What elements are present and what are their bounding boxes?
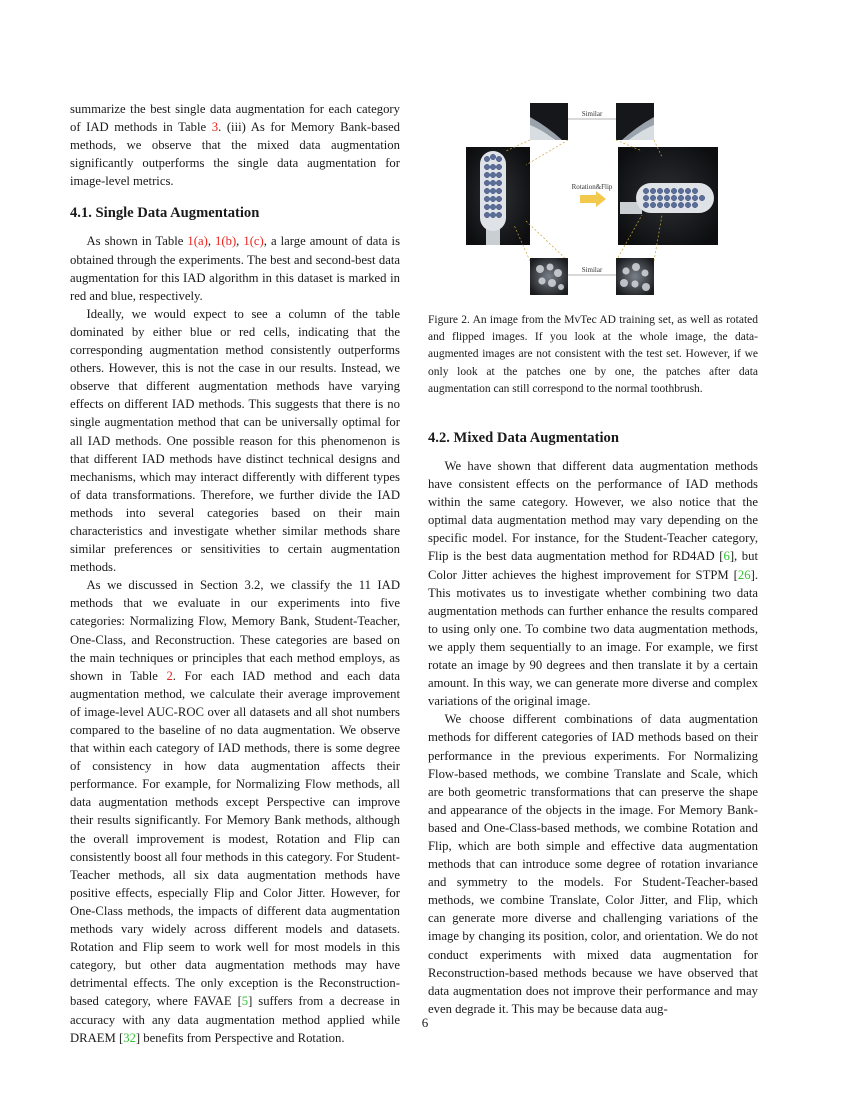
- paragraph: [428, 457, 758, 710]
- text-run: summarize the best single data augmentation for each category of IAD methods in Table: [70, 102, 400, 135]
- citation-link[interactable]: 32: [123, 1030, 136, 1045]
- augmented-toothbrush-image: [618, 147, 718, 245]
- bottom-right-patch: [616, 258, 654, 295]
- paragraph: [70, 576, 400, 1046]
- text-run: As shown in Table: [86, 234, 188, 249]
- top-right-patch: [616, 103, 654, 140]
- paragraph: [70, 232, 400, 304]
- figure-caption: Figure 2. An image from the MvTec AD training set, as well as rotated and flipped images. If you look at the whole image, the data-augmented images are not consistent with the test set. However, if we only look at the patches one by one, the patches after data augmentation can still correspond to the normal toothbrush.: [428, 314, 758, 395]
- original-toothbrush-image: [466, 147, 530, 245]
- text-run: , a large amount of data is obtained through the experiments. The best and second-best data augmentation for this IAD algorithm in this dataset is marked in red and blue, respectively.: [70, 234, 401, 303]
- text-run: ,: [207, 234, 216, 249]
- text-run: . For each IAD method and each data augmentation method, we calculate their average improvement of image-level AUC-ROC over all datasets and all shot numbers compared to the baseline of no data augmentation. We observe that within each category of IAD methods, there is some degree of consistency in how data augmentation affects their performance. For example, for Normalizing Flow methods, all data augmentation methods except Perspective can improve their results significantly. For Memory Bank methods, although the overall improvement is modest, Rotation and Flip can consistently boost all four methods in this category. For Student-Teacher methods, all six data augmentation methods have positive effects, especially Flip and Color Jitter. However, for One-Class methods, the impacts of different data augmentation methods vary widely across different models and datasets. Rotation and Flip seem to work well for most models in this category, but other data augmentation methods may have detrimental effects. The only exception is the Reconstruction-based category, where FAVAE [: [70, 668, 400, 1009]
- table-ref-link[interactable]: 2: [166, 668, 173, 683]
- text-run: . (iii) As for Memory Bank-based methods, we observe that the mixed data augmentation significantly outperforms the single data augmentation for image-level metrics.: [70, 120, 401, 189]
- left-column: [70, 100, 400, 1047]
- label-rotation-flip: Rotation&Flip: [571, 183, 613, 191]
- text-run: ], but Color Jitter achieves the highest improvement for STPM [: [428, 549, 758, 582]
- text-run: We have shown that different data augmentation methods have consistent effects on the performance of IAD methods within the same category. However, we also notice that the optimal data augmentation method may vary depending on the specific model. For instance, for the Student-Teacher category, Flip is the best data augmentation method for RD4AD [: [428, 459, 758, 564]
- page-number: 6: [421, 1015, 429, 1030]
- text-run: ]. This motivates us to investigate whether combining two data augmentation methods can further enhance the results compared to using only one. To combine two data augmentation methods, we apply them sequentially to an image. For example, we first rotate an image by 90 degrees and then translate it by a certain amount. In this way, we can generate more diverse and complex variations of the original image.: [428, 567, 758, 709]
- arrow-right-icon: [580, 191, 606, 207]
- text-run: ] suffers from a decrease in accuracy with any data augmentation method applied while DRAEM [: [70, 994, 400, 1045]
- table-ref-link[interactable]: 1(c): [243, 234, 264, 249]
- text-run: As we discussed in Section 3.2, we classify the 11 IAD methods that we evaluate in our experiments into five categories: Normalizing Flow, Memory Bank, Student-Teacher, One-Class, and Reconstruction. These categories are based on the main techniques or principles that each method employs, as shown in Table: [70, 578, 400, 683]
- citation-link[interactable]: 26: [737, 567, 751, 582]
- paragraph: Ideally, we would expect to see a column of the table dominated by either blue or red cells, indicating that the corresponding augmentation method consistently outperforms others. However, this is not the case in our results. Instead, we observe that different augmentation methods have varying effects on different IAD methods. This suggests that there is no single augmentation method that can be universally optimal for all IAD methods. One possible reason for this phenomenon is that different IAD methods have distinct technical designs and mechanisms, which may interact differently with different types of data transformations. Therefore, we further divide the IAD methods into several categories based on their main characteristics and investigate whether similar methods share similar preferences or sensitivities to certain augmentation methods.: [70, 306, 400, 575]
- label-similar-bottom: Similar: [581, 266, 603, 274]
- paragraph: We choose different combinations of data augmentation methods for different categories of IAD methods based on their performance in the previous experiments. For Normalizing Flow-based methods, we combine Translate and Scale, which are both geometric transformations that can preserve the shape and appearance of the objects in the image. For Memory Bank-based and One-Class-based methods, we combine Rotation and Flip, which are both simple and effective data augmentation methods that can introduce some degree of rotation invariance and symmetry to the models. For Student-Teacher-based methods, we combine Translate, Color Jitter, and Flip, which can generate more diverse and challenging variations of the image by changing its position, color, and orientation. We do not conduct experiments with mixed data augmentation for Reconstruction-based methods because we have observed that data augmentation does not improve their performance and may even degrade it. This may be because data aug-: [428, 712, 758, 1016]
- table-ref-link[interactable]: 1(b): [215, 234, 237, 249]
- citation-link[interactable]: 5: [241, 994, 249, 1009]
- bottom-left-patch: [530, 258, 568, 295]
- right-column: [428, 312, 758, 1018]
- figure-image: [466, 103, 718, 295]
- text-run: ,: [236, 234, 244, 249]
- label-similar-top: Similar: [581, 110, 603, 118]
- table-ref-link[interactable]: 1(a): [187, 234, 208, 249]
- table-ref-link[interactable]: 3: [211, 120, 219, 135]
- figure-2: [466, 103, 718, 295]
- section-heading-4-1: 4.1. Single Data Augmentation: [70, 205, 260, 222]
- section-heading-4-2: 4.2. Mixed Data Augmentation: [428, 430, 619, 447]
- text-run: ] benefits from Perspective and Rotation.: [135, 1030, 345, 1045]
- intro-paragraph: [70, 100, 400, 190]
- citation-link[interactable]: 6: [723, 549, 730, 564]
- top-left-patch: [530, 103, 568, 140]
